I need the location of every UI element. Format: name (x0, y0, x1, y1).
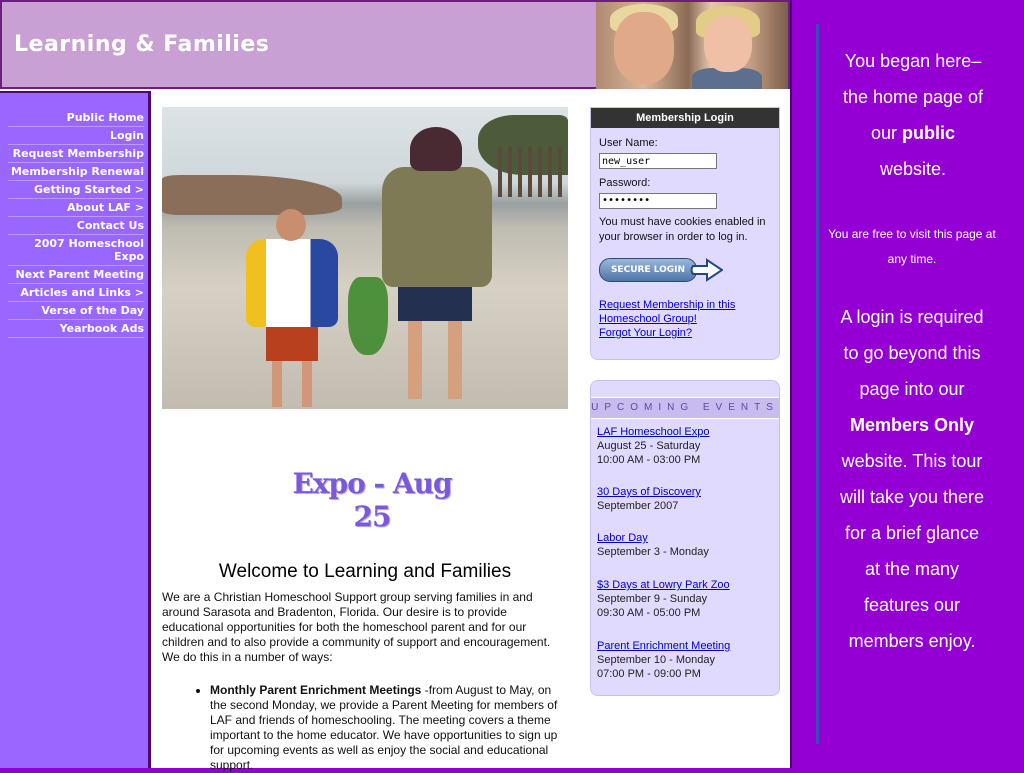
event-link[interactable]: 30 Days of Discovery (597, 486, 701, 498)
expo-banner[interactable]: Expo - Aug 25 (292, 467, 452, 533)
login-links (599, 298, 779, 340)
nav-item-public-home[interactable]: Public Home (8, 109, 144, 127)
events-title: UPCOMING EVENTS (591, 397, 779, 419)
event-item (597, 639, 777, 681)
secure-login-button[interactable]: SECURE LOGIN (599, 258, 697, 282)
event-item (597, 531, 777, 559)
intro-paragraph: We are a Christian Homeschool Support group serving families in and around Sarasota and Bradenton, Florida. Our desire is to provide educational opportunities for both the homeschool parent and for our children and to also provide a community of support and encouragement. We do this in a number of ways: (162, 590, 551, 664)
site-title: Learning & Families (14, 32, 270, 57)
event-item (597, 578, 777, 620)
event-link[interactable]: $3 Days at Lowry Park Zoo (597, 579, 730, 591)
nav-list (8, 109, 144, 338)
event-time: 09:30 AM - 05:00 PM (597, 607, 701, 619)
nav-item-yearbook-ads[interactable]: Yearbook Ads (8, 320, 144, 338)
narration-text: A login is required to go beyond this page into our (840, 307, 984, 399)
event-date: August 25 - Saturday (597, 440, 701, 452)
divider-line (816, 24, 819, 744)
username-label: User Name: (599, 137, 658, 149)
pointer-arrow-icon (689, 258, 723, 282)
ways-list (162, 683, 568, 773)
narration-emphasis: Members Only (849, 415, 975, 435)
event-link[interactable]: Parent Enrichment Meeting (597, 640, 731, 652)
nav-item-request-membership[interactable]: Request Membership (8, 145, 144, 163)
password-label: Password: (599, 177, 651, 189)
narration-login-required (836, 299, 988, 659)
narration-text: website. (879, 159, 947, 179)
narration-text: the home page of our (842, 87, 984, 143)
upcoming-events-box (590, 380, 780, 696)
event-date: September 3 - Monday (597, 546, 709, 558)
request-membership-link[interactable]: Request Membership in this Homeschool Group! (599, 299, 736, 325)
main-content (152, 91, 790, 772)
nav-item-getting-started[interactable]: Getting Started > (8, 181, 144, 199)
list-item (210, 683, 568, 773)
hero-beach-photo (162, 107, 568, 409)
bullet-text: -from August to May, on the second Monday, we provide a Parent Meeting for members of LAF and friends of homeschooling. The meeting covers a theme important to the home educator. We have opportunities to sign up for upcoming events as well as enjoy the social and educational support. (210, 683, 558, 772)
narration-panel (794, 0, 1024, 768)
nav-item-verse-of-the-day[interactable]: Verse of the Day (8, 302, 144, 320)
bullet-title: Monthly Parent Enrichment Meetings (210, 683, 422, 697)
membership-login-box (590, 107, 780, 360)
nav-item-homeschool-expo[interactable]: 2007 Homeschool Expo (8, 235, 144, 266)
sidebar-nav (0, 91, 151, 768)
username-input[interactable] (599, 153, 717, 169)
narration-free-visit: You are free to visit this page at any time. (828, 227, 996, 266)
nav-item-articles-links[interactable]: Articles and Links > (8, 284, 144, 302)
event-item (597, 485, 777, 513)
password-input[interactable]: •••••••• (599, 193, 717, 209)
forgot-login-link[interactable]: Forgot Your Login? (599, 327, 692, 339)
cookies-note: You must have cookies enabled in your browser in order to log in. (599, 216, 766, 243)
event-date: September 9 - Sunday (597, 593, 708, 605)
header-family-photo (596, 2, 788, 89)
nav-item-login[interactable]: Login (8, 127, 144, 145)
nav-item-about-laf[interactable]: About LAF > (8, 199, 144, 217)
event-link[interactable]: Labor Day (597, 532, 648, 544)
welcome-heading: Welcome to Learning and Families (218, 561, 512, 582)
event-date: September 10 - Monday (597, 654, 716, 666)
event-item (597, 425, 777, 467)
nav-item-contact-us[interactable]: Contact Us (8, 217, 144, 235)
nav-item-membership-renewal[interactable]: Membership Renewal (8, 163, 144, 181)
narration-intro (842, 43, 984, 187)
narration-text: website. This tour will take you there for a brief glance at the many features our members enjoy. (839, 451, 985, 651)
login-box-title: Membership Login (591, 108, 779, 128)
event-time: 07:00 PM - 09:00 PM (597, 668, 701, 680)
narration-text: You began here– (844, 51, 982, 71)
nav-item-next-parent-meeting[interactable]: Next Parent Meeting (8, 266, 144, 284)
site-header (0, 0, 790, 89)
event-date: September 2007 (597, 500, 679, 512)
event-time: 10:00 AM - 03:00 PM (597, 454, 701, 466)
event-link[interactable]: LAF Homeschool Expo (597, 426, 710, 438)
narration-emphasis: public (902, 123, 956, 143)
